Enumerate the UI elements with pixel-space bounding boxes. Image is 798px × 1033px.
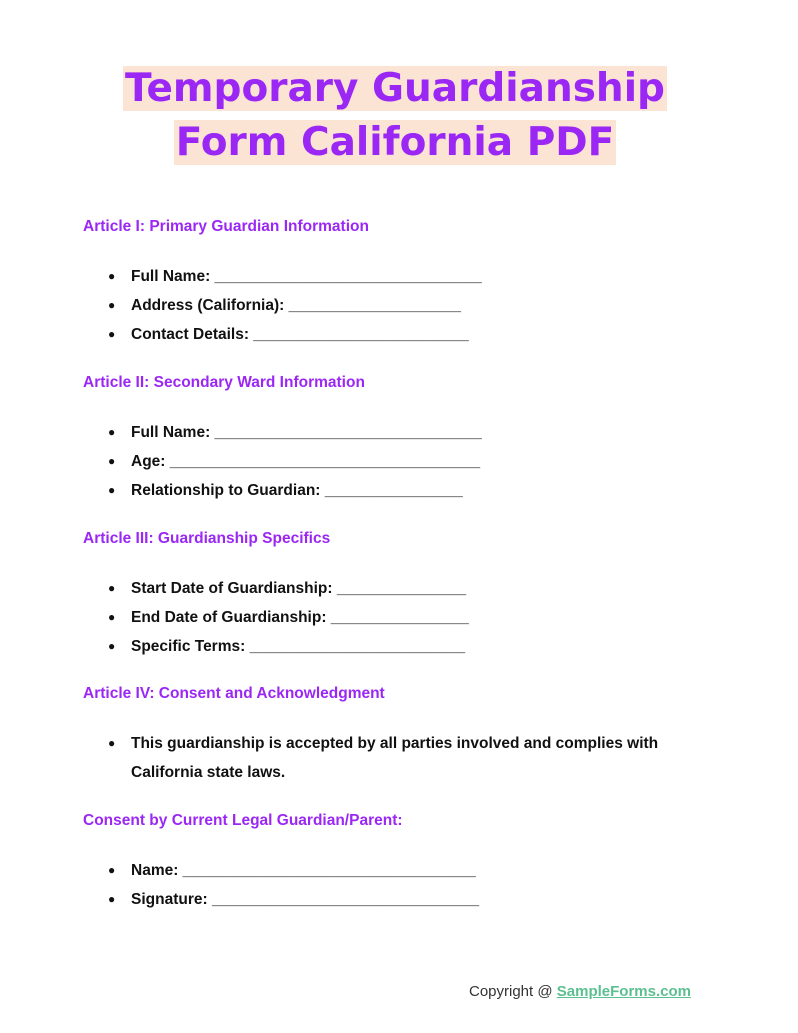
section-heading-article-4: Article IV: Consent and Acknowledgment xyxy=(83,685,385,702)
section-heading-consent: Consent by Current Legal Guardian/Parent: xyxy=(83,812,403,829)
consent-list xyxy=(0,856,479,914)
title-line-1: Temporary Guardianship xyxy=(125,66,665,111)
article-2-list xyxy=(0,418,482,505)
field-contact-details: ● Contact Details: _________________________ xyxy=(0,320,482,349)
bullet-icon: ● xyxy=(108,610,116,624)
sampleforms-link[interactable]: SampleForms.com xyxy=(556,983,691,1000)
bullet-icon: ● xyxy=(108,425,116,439)
section-heading-article-2: Article II: Secondary Ward Information xyxy=(83,374,365,391)
field-name: ● Name: __________________________________ xyxy=(0,856,479,885)
field-ward-full-name: ● Full Name: _______________________________ xyxy=(0,418,482,447)
section-heading-article-1: Article I: Primary Guardian Information xyxy=(83,218,369,235)
field-address: ● Address (California): ____________________ xyxy=(0,291,482,320)
bullet-icon: ● xyxy=(108,736,116,750)
bullet-icon: ● xyxy=(108,298,116,312)
field-age: ● Age: ____________________________________ xyxy=(0,447,482,476)
copyright-text: Copyright @ xyxy=(469,983,557,1000)
field-signature: ● Signature: _______________________________ xyxy=(0,885,479,914)
bullet-icon: ● xyxy=(108,639,116,653)
bullet-icon: ● xyxy=(108,269,116,283)
article-1-list xyxy=(0,262,482,349)
bullet-icon: ● xyxy=(108,483,116,497)
section-heading-article-3: Article III: Guardianship Specifics xyxy=(83,530,331,547)
copyright-footer xyxy=(469,983,691,1000)
bullet-icon: ● xyxy=(108,327,116,341)
field-full-name: ● Full Name: _______________________________ xyxy=(0,262,482,291)
field-specific-terms: ● Specific Terms: _________________________ xyxy=(0,632,469,661)
field-relationship: ● Relationship to Guardian: ________________ xyxy=(0,476,482,505)
page-title xyxy=(0,62,790,170)
bullet-icon: ● xyxy=(108,892,116,906)
field-end-date: ● End Date of Guardianship: ________________ xyxy=(0,603,469,632)
article-4-list xyxy=(0,729,691,787)
bullet-icon: ● xyxy=(108,581,116,595)
bullet-icon: ● xyxy=(108,863,116,877)
field-start-date: ● Start Date of Guardianship: _______________ xyxy=(0,574,469,603)
bullet-icon: ● xyxy=(108,454,116,468)
title-line-2: Form California PDF xyxy=(175,120,615,165)
consent-statement: ● This guardianship is accepted by all parties involved and complies with California state laws. xyxy=(0,729,691,787)
article-3-list xyxy=(0,574,469,661)
